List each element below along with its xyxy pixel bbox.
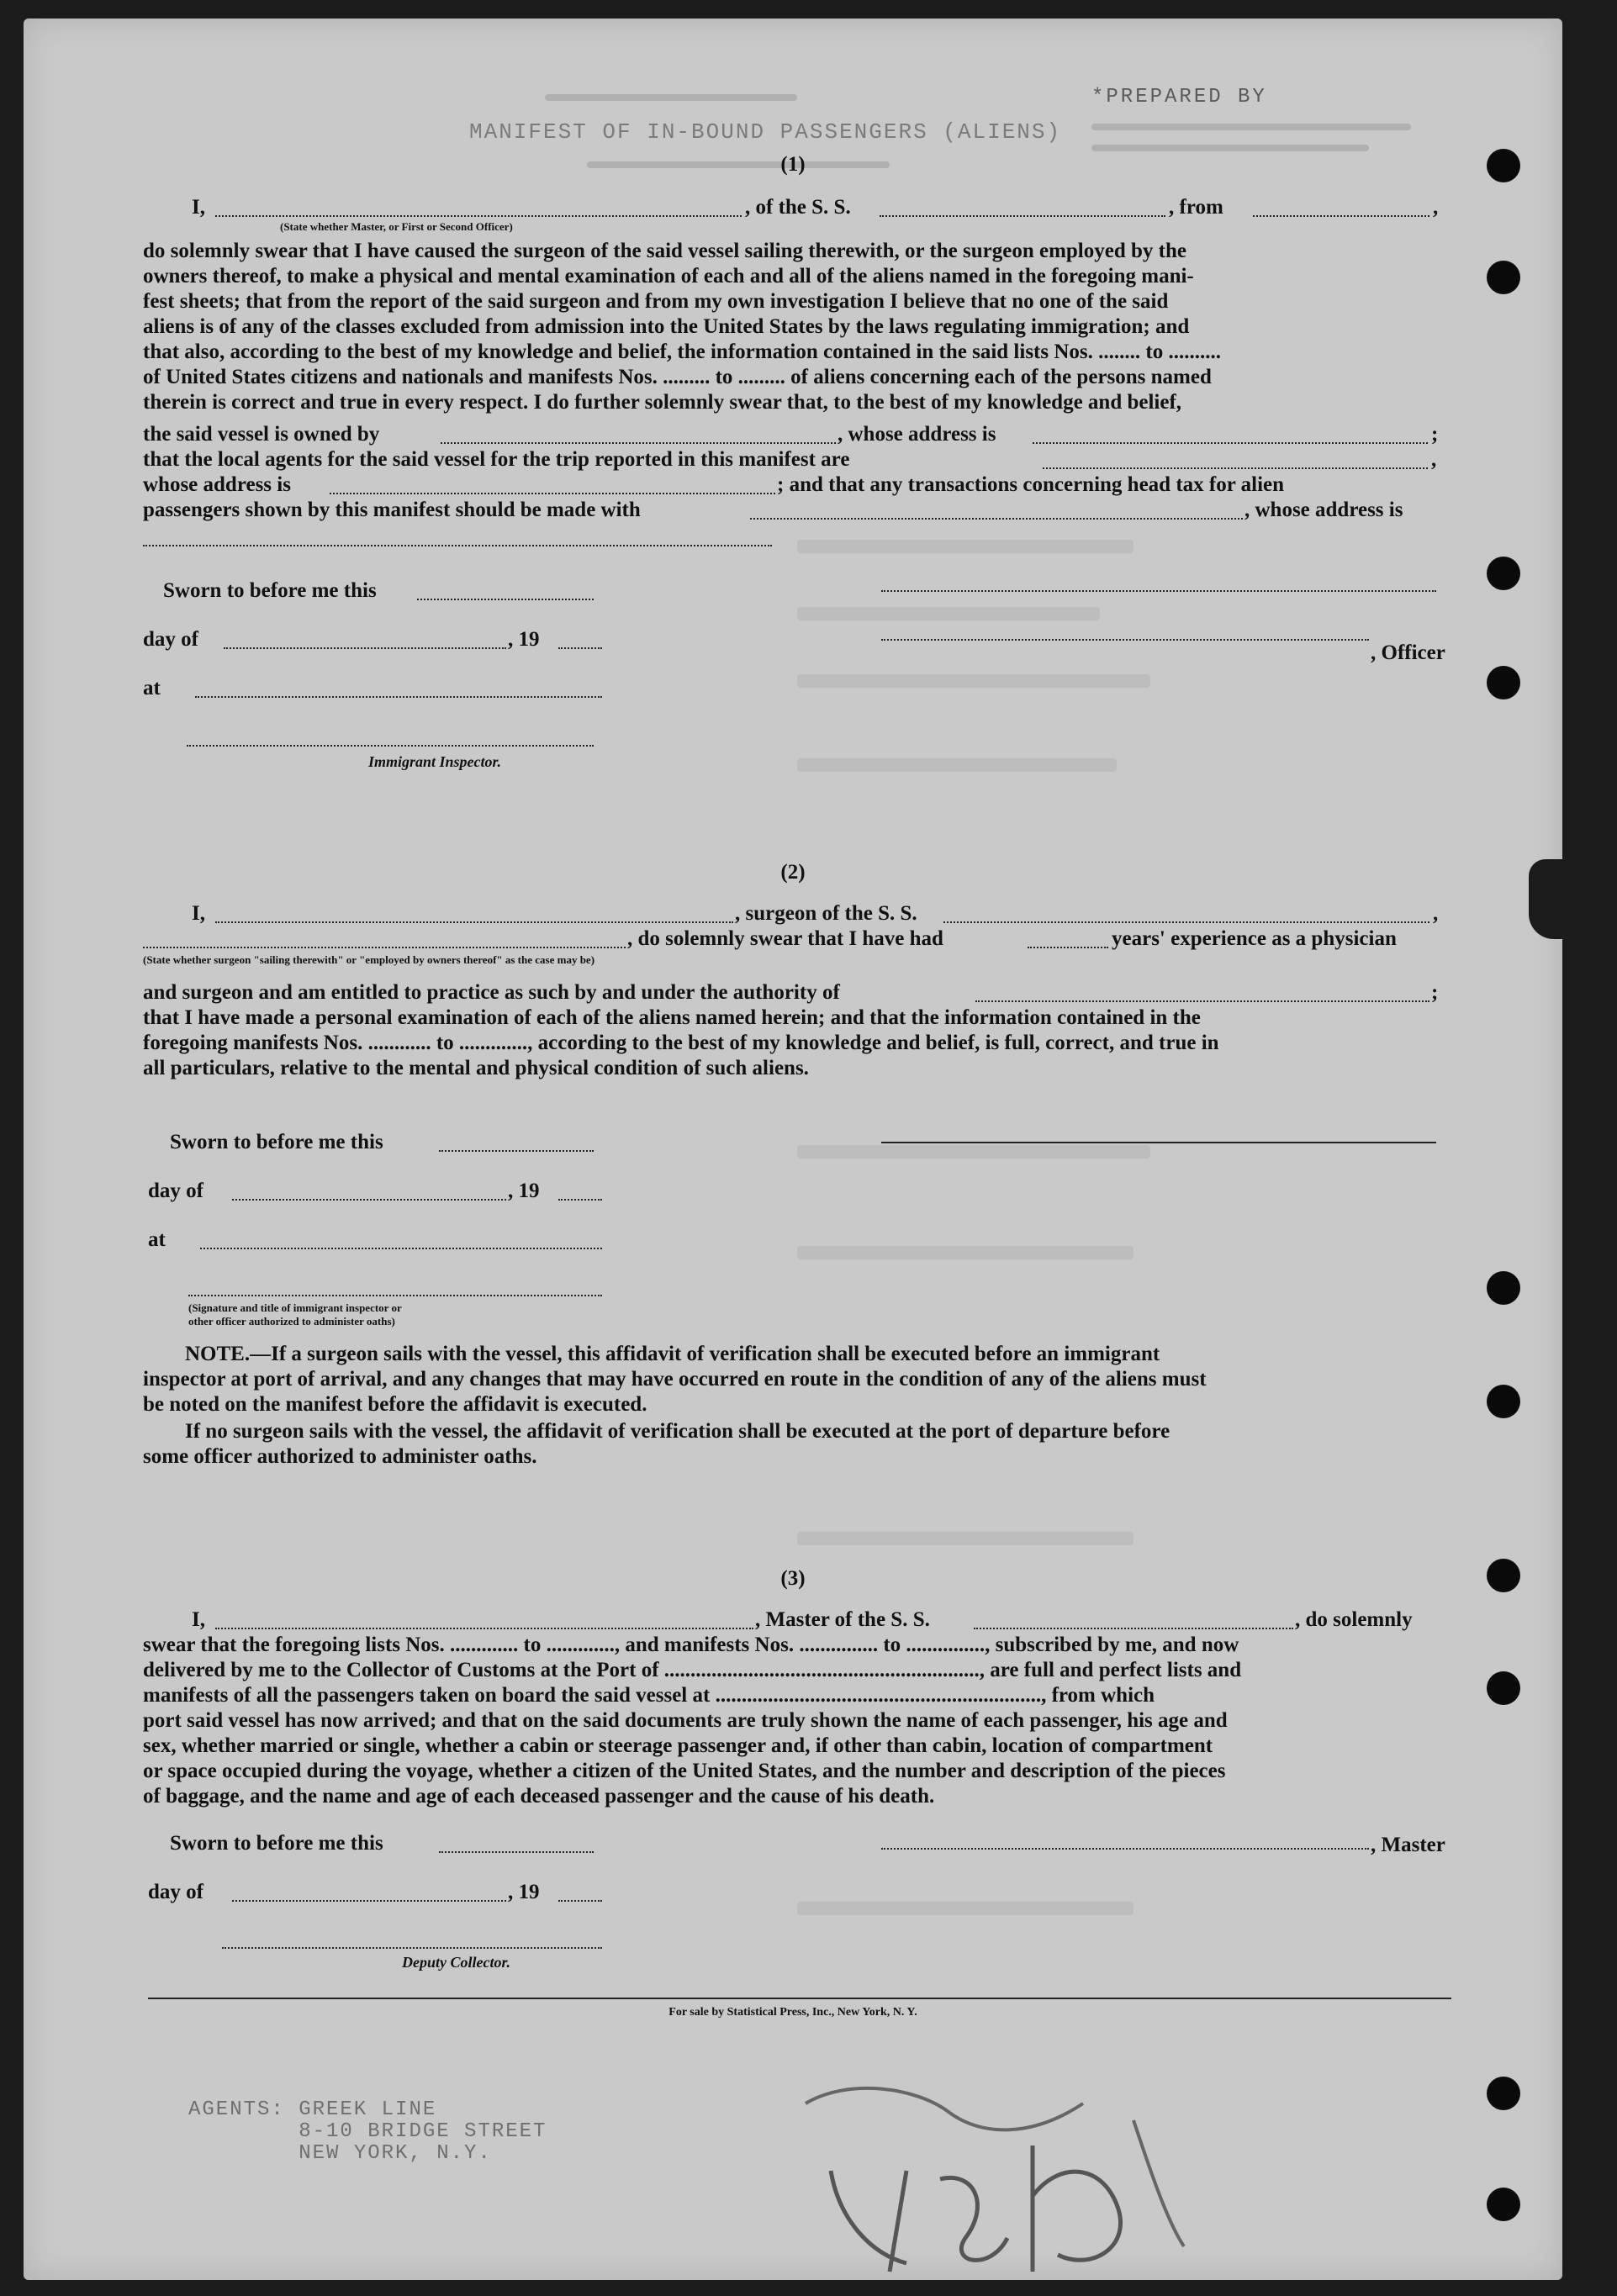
s2-body — [143, 1005, 1443, 1081]
section-1-number: (1) — [780, 153, 806, 176]
show-through-text — [797, 1145, 1150, 1159]
s2-years-field[interactable] — [1028, 947, 1108, 948]
s1-body-line: therein is correct and true in every respect. I do further solemnly swear that, to the best of my knowledge and belief, — [143, 391, 1182, 414]
s1-head-tax-address-field[interactable] — [143, 545, 772, 546]
s1-semicolon: ; — [1431, 423, 1439, 446]
s3-nineteen: , 19 — [508, 1881, 540, 1903]
binder-hole — [1487, 666, 1520, 699]
show-through-text — [797, 540, 1133, 553]
s1-whose-address: , whose address is — [838, 423, 996, 446]
s1-name-field[interactable] — [215, 215, 742, 217]
s2-swear-pre: , do solemnly swear that I have had — [627, 927, 943, 950]
manifest-page — [24, 18, 1562, 2280]
s1-from: , from — [1169, 196, 1223, 219]
s2-i: I, — [192, 902, 205, 925]
s2-body-line: foregoing manifests Nos. ............ to ............., according to the best of my knowledge and belief, is full, correct, and true in — [143, 1032, 1219, 1054]
s2-nineteen: , 19 — [508, 1180, 540, 1202]
s1-owner-address-field[interactable] — [1033, 442, 1428, 444]
binder-hole — [1487, 1559, 1520, 1592]
s1-year-field[interactable] — [558, 647, 602, 649]
s3-i: I, — [192, 1608, 205, 1631]
footer-rule — [148, 1998, 1451, 1999]
s2-surgeon: , surgeon of the S. S. — [735, 902, 917, 925]
s2-surgeon-caption: (State whether surgeon "sailing therewith" or "employed by owners thereof" as the case may be) — [143, 953, 595, 966]
s2-name-field[interactable] — [215, 921, 733, 923]
s1-comma-2: , — [1431, 448, 1437, 471]
s2-comma: , — [1433, 902, 1439, 925]
s1-body-line: of United States citizens and nationals and manifests Nos. ......... to ......... of aliens concerning each of the persons named — [143, 366, 1212, 388]
s2-body-line: all particulars, relative to the mental and physical condition of such aliens. — [143, 1057, 809, 1079]
show-through-text — [797, 1532, 1133, 1545]
binder-hole — [1487, 2077, 1520, 2110]
s1-body-line: fest sheets; that from the report of the said surgeon and from my own investigation I believe that no one of the said — [143, 290, 1169, 313]
s2-signature-caption: (Signature and title of immigrant inspector or — [188, 1301, 402, 1314]
s3-year-field[interactable] — [558, 1900, 602, 1902]
s3-sworn-field[interactable] — [439, 1851, 594, 1853]
s3-body-line: delivered by me to the Collector of Customs at the Port of ............................................................, are full and perfect lists and — [143, 1659, 1242, 1681]
s3-body — [143, 1633, 1443, 1809]
s2-note-line: If no surgeon sails with the vessel, the affidavit of verification shall be executed at the port of departure before — [185, 1420, 1170, 1443]
s1-day-of: day of — [143, 628, 198, 651]
s2-note-2 — [143, 1419, 1443, 1470]
s3-body-line: manifests of all the passengers taken on board the said vessel at .............................................................., from which — [143, 1684, 1155, 1707]
s2-signature-line[interactable] — [188, 1295, 602, 1296]
s2-authority: and surgeon and am entitled to practice as such by and under the authority of — [143, 981, 840, 1004]
s1-day-field[interactable] — [224, 647, 506, 649]
s2-authority-field[interactable] — [975, 1000, 1429, 1002]
s1-officer-line-1[interactable] — [881, 590, 1436, 592]
s1-body-line: that also, according to the best of my knowledge and belief, the information contained in the said lists Nos. ........ to .......... — [143, 340, 1221, 363]
s1-at: at — [143, 677, 161, 699]
torn-edge — [1529, 859, 1562, 939]
s3-collector-caption: Deputy Collector. — [402, 1954, 510, 1971]
s2-day-of: day of — [148, 1180, 203, 1202]
faded-header-line — [1091, 124, 1411, 130]
binder-hole — [1487, 1385, 1520, 1418]
s3-master-signature[interactable] — [881, 1848, 1369, 1850]
s1-nineteen: , 19 — [508, 628, 540, 651]
s1-owned-by: the said vessel is owned by — [143, 423, 380, 446]
s3-day-of: day of — [148, 1881, 203, 1903]
s2-note-line: some officer authorized to administer oaths. — [143, 1445, 537, 1468]
faded-header-line — [1091, 145, 1369, 151]
s2-body-line: that I have made a personal examination of each of the aliens named herein; and that the information contained in the — [143, 1006, 1201, 1029]
agents-stamp: AGENTS: GREEK LINE 8-10 BRIDGE STREET NEW YORK, N.Y. — [188, 2098, 547, 2165]
s1-officer: , Officer — [1371, 641, 1445, 664]
show-through-text — [797, 674, 1150, 688]
s1-body-line: owners thereof, to make a physical and mental examination of each and all of the aliens named in the foregoing mani- — [143, 265, 1194, 288]
s1-body-line: aliens is of any of the classes excluded from admission into the United States by the laws regulating immigration; and — [143, 315, 1190, 338]
s1-role-caption: (State whether Master, or First or Second Officer) — [280, 220, 513, 233]
show-through-text — [797, 758, 1117, 772]
s3-solemnly: , do solemnly — [1295, 1608, 1413, 1631]
section-3-number: (3) — [780, 1567, 806, 1590]
s3-body-line: of baggage, and the name and age of each deceased passenger and the cause of his death. — [143, 1785, 935, 1808]
header-stamp: MANIFEST OF IN-BOUND PASSENGERS (ALIENS) — [469, 119, 1062, 145]
s3-body-line: or space occupied during the voyage, whether a citizen of the United States, and the number and description of the pieces — [143, 1760, 1226, 1782]
s1-body-line: do solemnly swear that I have caused the surgeon of the said vessel sailing therewith, or the surgeon employed by the — [143, 240, 1186, 262]
s3-vessel-field[interactable] — [974, 1628, 1293, 1629]
s2-signature-line-right[interactable] — [881, 1142, 1436, 1143]
s1-owner-field[interactable] — [441, 442, 836, 444]
binder-hole — [1487, 1271, 1520, 1305]
binder-hole — [1487, 2188, 1520, 2221]
s3-body-line: port said vessel has now arrived; and that on the said documents are truly shown the name of each passenger, his age and — [143, 1709, 1228, 1732]
s1-sworn: Sworn to before me this — [163, 579, 377, 602]
s3-body-line: sex, whether married or single, whether a cabin or steerage passenger and, if other than cabin, location of compartment — [143, 1734, 1213, 1757]
section-2-number: (2) — [780, 861, 806, 884]
binder-hole — [1487, 1671, 1520, 1705]
header-prepared-by: *PREPARED BY — [1091, 86, 1267, 108]
s1-passengers: passengers shown by this manifest should be made with — [143, 499, 641, 521]
s2-year-field[interactable] — [558, 1199, 602, 1201]
s3-sworn: Sworn to before me this — [170, 1832, 383, 1855]
s3-name-field[interactable] — [215, 1628, 753, 1629]
s2-day-field[interactable] — [232, 1199, 506, 1201]
s1-i: I, — [192, 196, 205, 219]
s1-head-tax-field[interactable] — [750, 518, 1243, 520]
s2-at: at — [148, 1228, 166, 1251]
binder-hole — [1487, 149, 1520, 182]
s2-sworn: Sworn to before me this — [170, 1131, 383, 1153]
binder-hole — [1487, 557, 1520, 590]
s2-signature-caption: other officer authorized to administer oaths) — [188, 1315, 395, 1327]
s1-body — [143, 239, 1443, 415]
s1-agents-field[interactable] — [1043, 467, 1428, 469]
s1-at-field[interactable] — [195, 696, 602, 698]
s2-semicolon: ; — [1431, 981, 1439, 1004]
s2-sworn-field[interactable] — [439, 1150, 594, 1152]
s1-comma: , — [1433, 196, 1439, 219]
s2-note-line: NOTE.—If a surgeon sails with the vessel, this affidavit of verification shall be executed before an immigrant — [185, 1343, 1160, 1365]
faded-header-line — [545, 94, 797, 101]
s1-from-field[interactable] — [1253, 215, 1429, 217]
s1-head-tax: ; and that any transactions concerning head tax for alien — [777, 473, 1285, 496]
handwritten-scrawl — [780, 2070, 1201, 2280]
s3-master: , Master of the S. S. — [755, 1608, 930, 1631]
binder-hole — [1487, 261, 1520, 294]
s1-agents-address-field[interactable] — [330, 493, 775, 494]
footer-imprint: For sale by Statistical Press, Inc., New York, N. Y. — [668, 2006, 917, 2019]
show-through-text — [797, 607, 1100, 620]
s1-local-agents: that the local agents for the said vessel for the trip reported in this manifest are — [143, 448, 850, 471]
s2-note-1 — [143, 1342, 1443, 1417]
s2-note-line: be noted on the manifest before the affidavit is executed. — [143, 1393, 647, 1416]
s1-whose-address-3: , whose address is — [1244, 499, 1403, 521]
s2-swear-post: years' experience as a physician — [1112, 927, 1397, 950]
s1-inspector-caption: Immigrant Inspector. — [368, 753, 502, 770]
s3-body-line: swear that the foregoing lists Nos. ............. to ............., and manifests Nos. ............... to ..............., subscribed by me, and now — [143, 1634, 1239, 1656]
s1-sworn-field[interactable] — [417, 599, 594, 600]
s1-of-ss: , of the S. S. — [745, 196, 851, 219]
s2-note-line: inspector at port of arrival, and any changes that may have occurred en route in the condition of any of the aliens must — [143, 1368, 1207, 1391]
s1-vessel-field[interactable] — [880, 215, 1165, 217]
s3-day-field[interactable] — [232, 1900, 506, 1902]
s1-officer-line-2[interactable] — [881, 639, 1369, 641]
s3-collector-signature[interactable] — [222, 1947, 602, 1949]
s1-whose-address-2: whose address is — [143, 473, 291, 496]
s2-status-field[interactable] — [143, 947, 626, 948]
s2-at-field[interactable] — [200, 1248, 602, 1249]
s1-inspector-signature[interactable] — [187, 745, 594, 747]
s3-master-label: , Master — [1371, 1834, 1445, 1856]
s2-vessel-field[interactable] — [943, 921, 1429, 923]
show-through-text — [797, 1246, 1133, 1259]
show-through-text — [797, 1902, 1133, 1915]
